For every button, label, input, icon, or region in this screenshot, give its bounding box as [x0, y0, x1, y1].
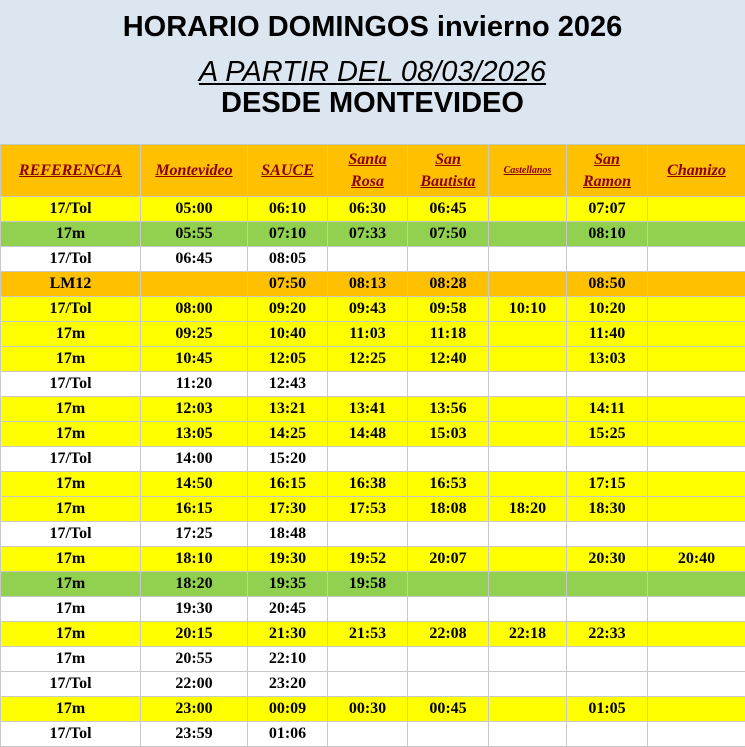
col-header-sauce: SAUCE: [248, 145, 328, 197]
cell-referencia: 17/Tol: [1, 722, 141, 747]
table-row: [1, 347, 745, 372]
cell-chamizo: [648, 672, 745, 697]
cell-referencia: 17/Tol: [1, 522, 141, 547]
table-row: [1, 647, 745, 672]
cell-sauce: 19:35: [248, 572, 328, 597]
cell-san-bautista: 15:03: [408, 422, 489, 447]
cell-montevideo: [141, 272, 248, 297]
cell-san-ramon: 17:15: [567, 472, 648, 497]
cell-referencia: LM12: [1, 272, 141, 297]
cell-castellanos: [489, 372, 567, 397]
cell-chamizo: [648, 447, 745, 472]
cell-san-ramon: 07:07: [567, 197, 648, 222]
cell-referencia: 17/Tol: [1, 197, 141, 222]
cell-san-bautista: [408, 672, 489, 697]
cell-chamizo: [648, 622, 745, 647]
cell-san-bautista: 20:07: [408, 547, 489, 572]
cell-castellanos: [489, 347, 567, 372]
cell-sauce: 09:20: [248, 297, 328, 322]
cell-chamizo: [648, 647, 745, 672]
cell-santa-rosa: 19:52: [328, 547, 408, 572]
table-row: [1, 497, 745, 522]
cell-santa-rosa: 07:33: [328, 222, 408, 247]
cell-montevideo: 13:05: [141, 422, 248, 447]
table-header-row: [1, 145, 745, 197]
table-row: [1, 222, 745, 247]
cell-referencia: 17m: [1, 647, 141, 672]
cell-san-ramon: 15:25: [567, 422, 648, 447]
cell-santa-rosa: 17:53: [328, 497, 408, 522]
cell-chamizo: 20:40: [648, 547, 745, 572]
cell-referencia: 17m: [1, 422, 141, 447]
cell-santa-rosa: [328, 372, 408, 397]
cell-chamizo: [648, 572, 745, 597]
cell-montevideo: 14:50: [141, 472, 248, 497]
page-title: HORARIO DOMINGOS invierno 2026: [122, 11, 623, 43]
cell-san-ramon: [567, 522, 648, 547]
cell-santa-rosa: 11:03: [328, 322, 408, 347]
cell-montevideo: 08:00: [141, 297, 248, 322]
cell-sauce: 16:15: [248, 472, 328, 497]
cell-santa-rosa: 08:13: [328, 272, 408, 297]
col-header-chamizo: Chamizo: [648, 145, 745, 197]
cell-san-bautista: 12:40: [408, 347, 489, 372]
cell-sauce: 12:43: [248, 372, 328, 397]
cell-castellanos: [489, 697, 567, 722]
cell-san-bautista: 06:45: [408, 197, 489, 222]
cell-san-ramon: [567, 447, 648, 472]
cell-san-bautista: 07:50: [408, 222, 489, 247]
cell-santa-rosa: [328, 722, 408, 747]
cell-san-ramon: 11:40: [567, 322, 648, 347]
table-row: [1, 547, 745, 572]
table-row: [1, 572, 745, 597]
cell-chamizo: [648, 247, 745, 272]
cell-sauce: 07:10: [248, 222, 328, 247]
cell-san-ramon: 08:10: [567, 222, 648, 247]
cell-montevideo: 23:00: [141, 697, 248, 722]
cell-castellanos: [489, 197, 567, 222]
cell-montevideo: 06:45: [141, 247, 248, 272]
cell-referencia: 17m: [1, 322, 141, 347]
cell-montevideo: 16:15: [141, 497, 248, 522]
cell-castellanos: [489, 472, 567, 497]
cell-san-bautista: 16:53: [408, 472, 489, 497]
cell-chamizo: [648, 322, 745, 347]
cell-san-bautista: [408, 247, 489, 272]
cell-castellanos: 18:20: [489, 497, 567, 522]
cell-santa-rosa: [328, 447, 408, 472]
cell-sauce: 15:20: [248, 447, 328, 472]
cell-chamizo: [648, 272, 745, 297]
cell-montevideo: 18:20: [141, 572, 248, 597]
cell-santa-rosa: [328, 672, 408, 697]
table-row: [1, 297, 745, 322]
cell-chamizo: [648, 497, 745, 522]
cell-san-ramon: 13:03: [567, 347, 648, 372]
cell-castellanos: [489, 322, 567, 347]
cell-santa-rosa: 09:43: [328, 297, 408, 322]
cell-chamizo: [648, 522, 745, 547]
cell-san-bautista: [408, 372, 489, 397]
cell-san-ramon: 14:11: [567, 397, 648, 422]
cell-san-ramon: [567, 722, 648, 747]
table-row: [1, 372, 745, 397]
origin-heading: DESDE MONTEVIDEO: [221, 87, 524, 119]
cell-referencia: 17m: [1, 347, 141, 372]
cell-montevideo: 22:00: [141, 672, 248, 697]
cell-san-ramon: 01:05: [567, 697, 648, 722]
cell-santa-rosa: 19:58: [328, 572, 408, 597]
cell-castellanos: [489, 272, 567, 297]
cell-san-bautista: [408, 647, 489, 672]
table-row: [1, 197, 745, 222]
cell-referencia: 17m: [1, 697, 141, 722]
cell-santa-rosa: 12:25: [328, 347, 408, 372]
cell-san-bautista: 00:45: [408, 697, 489, 722]
cell-referencia: 17m: [1, 397, 141, 422]
cell-referencia: 17m: [1, 597, 141, 622]
table-row: [1, 247, 745, 272]
table-row: [1, 722, 745, 747]
cell-chamizo: [648, 372, 745, 397]
cell-montevideo: 23:59: [141, 722, 248, 747]
cell-santa-rosa: 14:48: [328, 422, 408, 447]
cell-san-bautista: 22:08: [408, 622, 489, 647]
cell-montevideo: 18:10: [141, 547, 248, 572]
cell-sauce: 00:09: [248, 697, 328, 722]
cell-chamizo: [648, 472, 745, 497]
cell-san-bautista: 08:28: [408, 272, 489, 297]
cell-santa-rosa: [328, 522, 408, 547]
cell-montevideo: 11:20: [141, 372, 248, 397]
cell-san-ramon: [567, 597, 648, 622]
cell-referencia: 17m: [1, 547, 141, 572]
cell-referencia: 17m: [1, 497, 141, 522]
table-row: [1, 522, 745, 547]
cell-san-bautista: 09:58: [408, 297, 489, 322]
cell-santa-rosa: [328, 247, 408, 272]
cell-san-bautista: 11:18: [408, 322, 489, 347]
table-row: [1, 472, 745, 497]
cell-montevideo: 10:45: [141, 347, 248, 372]
cell-sauce: 12:05: [248, 347, 328, 372]
table-row: [1, 622, 745, 647]
table-row: [1, 422, 745, 447]
cell-castellanos: [489, 397, 567, 422]
cell-chamizo: [648, 347, 745, 372]
col-header-montevideo: Montevideo: [141, 145, 248, 197]
cell-chamizo: [648, 597, 745, 622]
cell-montevideo: 05:00: [141, 197, 248, 222]
cell-san-ramon: [567, 372, 648, 397]
cell-referencia: 17/Tol: [1, 372, 141, 397]
cell-referencia: 17/Tol: [1, 672, 141, 697]
cell-santa-rosa: 13:41: [328, 397, 408, 422]
cell-castellanos: [489, 247, 567, 272]
cell-referencia: 17m: [1, 472, 141, 497]
effective-date: A PARTIR DEL 08/03/2026: [198, 56, 547, 88]
cell-sauce: 23:20: [248, 672, 328, 697]
cell-sauce: 21:30: [248, 622, 328, 647]
cell-sauce: 13:21: [248, 397, 328, 422]
table-row: [1, 697, 745, 722]
cell-sauce: 07:50: [248, 272, 328, 297]
cell-san-bautista: 18:08: [408, 497, 489, 522]
schedule-table: [0, 144, 745, 747]
cell-sauce: 20:45: [248, 597, 328, 622]
cell-san-ramon: [567, 672, 648, 697]
cell-castellanos: 10:10: [489, 297, 567, 322]
cell-chamizo: [648, 297, 745, 322]
cell-castellanos: [489, 672, 567, 697]
cell-san-ramon: [567, 572, 648, 597]
cell-san-bautista: [408, 572, 489, 597]
cell-sauce: 10:40: [248, 322, 328, 347]
col-header-san-ramon: San Ramon: [567, 145, 648, 197]
cell-castellanos: [489, 422, 567, 447]
col-header-referencia: REFERENCIA: [1, 145, 141, 197]
cell-santa-rosa: 16:38: [328, 472, 408, 497]
cell-sauce: 08:05: [248, 247, 328, 272]
cell-santa-rosa: 00:30: [328, 697, 408, 722]
cell-chamizo: [648, 722, 745, 747]
cell-san-ramon: 10:20: [567, 297, 648, 322]
cell-chamizo: [648, 422, 745, 447]
cell-referencia: 17m: [1, 222, 141, 247]
cell-castellanos: [489, 572, 567, 597]
cell-montevideo: 20:15: [141, 622, 248, 647]
cell-chamizo: [648, 697, 745, 722]
cell-referencia: 17/Tol: [1, 297, 141, 322]
cell-sauce: 22:10: [248, 647, 328, 672]
cell-montevideo: 19:30: [141, 597, 248, 622]
cell-referencia: 17/Tol: [1, 447, 141, 472]
cell-castellanos: [489, 597, 567, 622]
cell-san-ramon: 08:50: [567, 272, 648, 297]
cell-san-ramon: [567, 647, 648, 672]
cell-sauce: 17:30: [248, 497, 328, 522]
cell-sauce: 01:06: [248, 722, 328, 747]
cell-referencia: 17/Tol: [1, 247, 141, 272]
table-row: [1, 322, 745, 347]
cell-chamizo: [648, 197, 745, 222]
cell-montevideo: 14:00: [141, 447, 248, 472]
cell-san-bautista: [408, 447, 489, 472]
cell-san-ramon: 20:30: [567, 547, 648, 572]
cell-castellanos: 22:18: [489, 622, 567, 647]
cell-san-ramon: [567, 247, 648, 272]
cell-montevideo: 12:03: [141, 397, 248, 422]
cell-montevideo: 20:55: [141, 647, 248, 672]
cell-montevideo: 05:55: [141, 222, 248, 247]
table-row: [1, 597, 745, 622]
cell-san-bautista: [408, 522, 489, 547]
cell-montevideo: 17:25: [141, 522, 248, 547]
col-header-castellanos: Castellanos: [489, 145, 567, 197]
cell-santa-rosa: [328, 647, 408, 672]
cell-castellanos: [489, 647, 567, 672]
table-row: [1, 397, 745, 422]
cell-sauce: 19:30: [248, 547, 328, 572]
cell-castellanos: [489, 447, 567, 472]
cell-santa-rosa: [328, 597, 408, 622]
schedule-header: [0, 0, 745, 144]
cell-castellanos: [489, 222, 567, 247]
cell-sauce: 18:48: [248, 522, 328, 547]
cell-castellanos: [489, 522, 567, 547]
cell-chamizo: [648, 397, 745, 422]
cell-sauce: 14:25: [248, 422, 328, 447]
cell-san-ramon: 22:33: [567, 622, 648, 647]
cell-sauce: 06:10: [248, 197, 328, 222]
table-row: [1, 672, 745, 697]
cell-chamizo: [648, 222, 745, 247]
schedule-body: [1, 197, 745, 747]
cell-san-ramon: 18:30: [567, 497, 648, 522]
cell-montevideo: 09:25: [141, 322, 248, 347]
cell-san-bautista: [408, 597, 489, 622]
table-row: [1, 447, 745, 472]
col-header-san-bautista: San Bautista: [408, 145, 489, 197]
cell-san-bautista: [408, 722, 489, 747]
cell-referencia: 17m: [1, 572, 141, 597]
cell-san-bautista: 13:56: [408, 397, 489, 422]
cell-castellanos: [489, 547, 567, 572]
table-row: [1, 272, 745, 297]
col-header-santa-rosa: Santa Rosa: [328, 145, 408, 197]
cell-santa-rosa: 06:30: [328, 197, 408, 222]
cell-santa-rosa: 21:53: [328, 622, 408, 647]
cell-referencia: 17m: [1, 622, 141, 647]
cell-castellanos: [489, 722, 567, 747]
